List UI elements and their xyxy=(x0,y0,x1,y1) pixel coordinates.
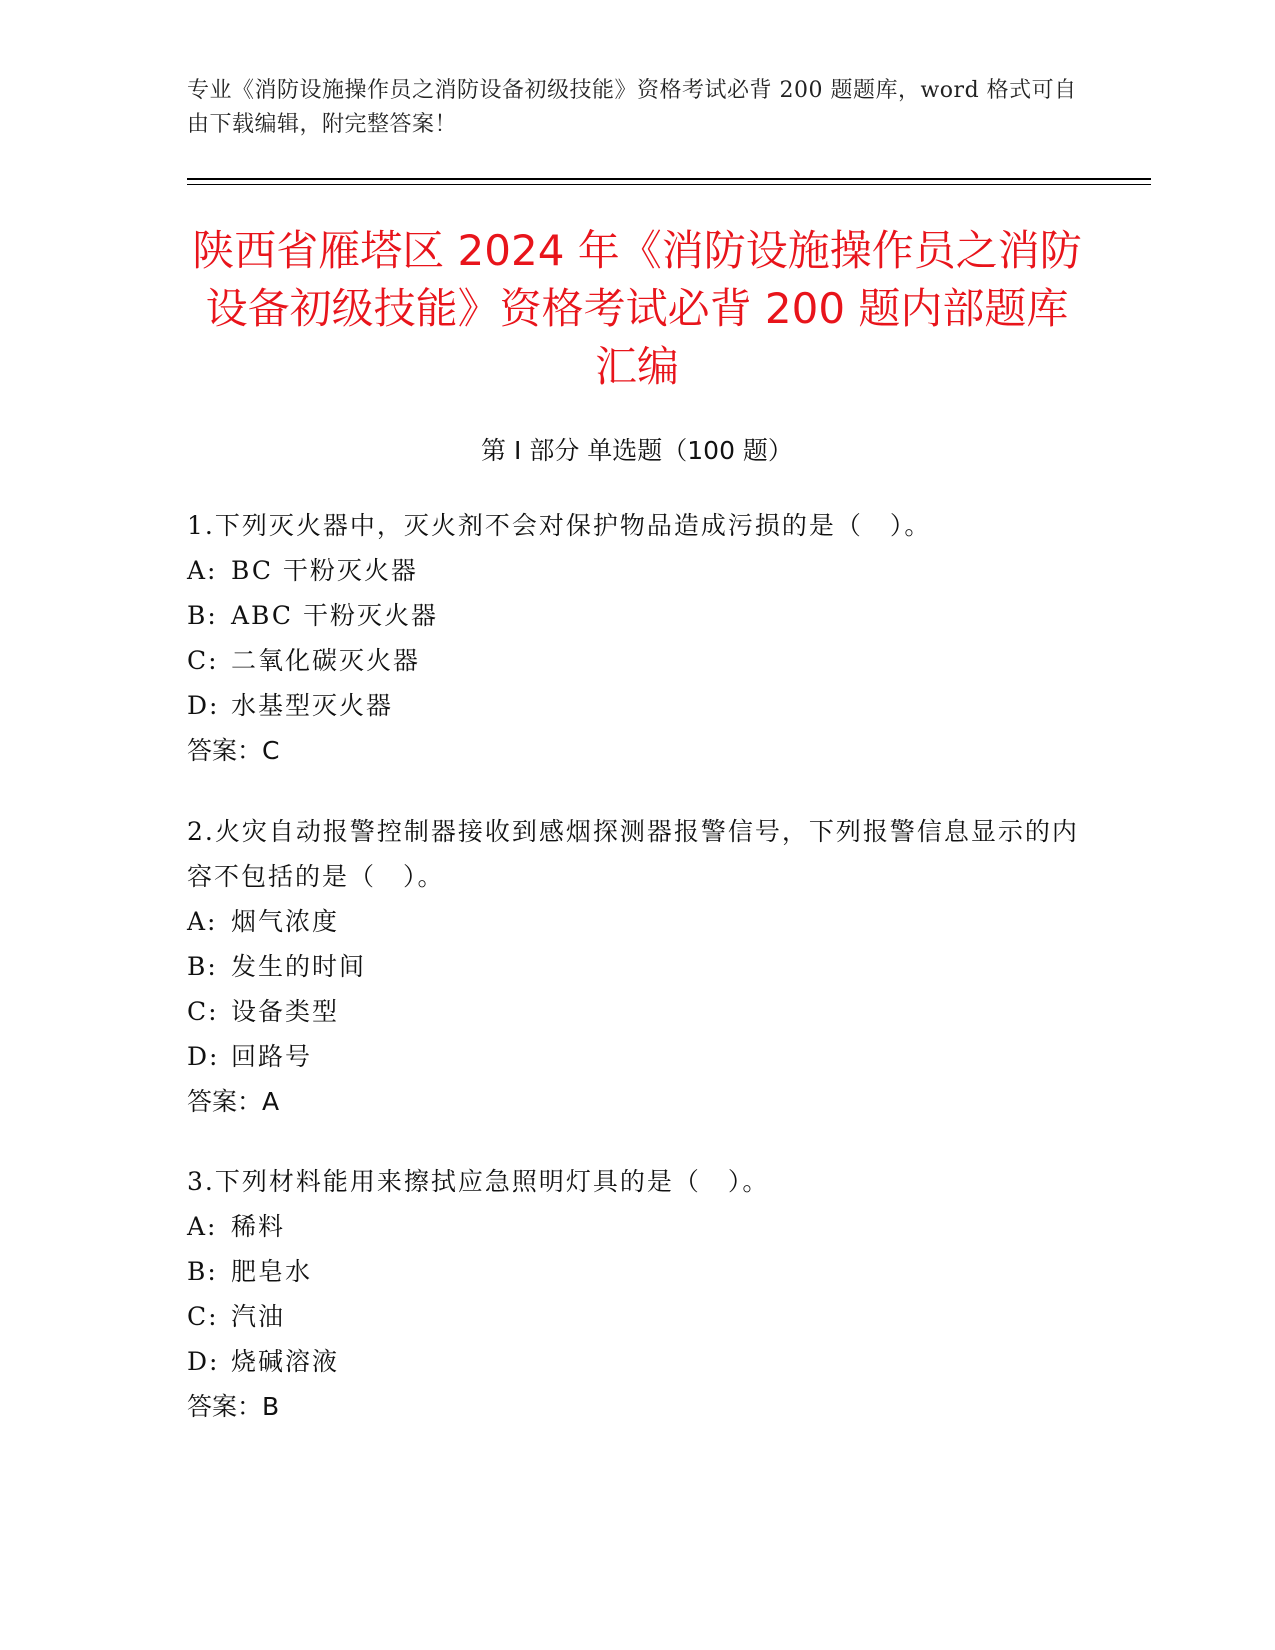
option-text: 烟气浓度 xyxy=(231,907,340,936)
option-b xyxy=(187,593,1087,638)
option-letter: D: xyxy=(187,1042,220,1071)
option-text: 二氧化碳灭火器 xyxy=(231,646,421,675)
option-letter: B: xyxy=(187,1257,218,1286)
option-d xyxy=(187,1034,1087,1079)
option-text: BC 干粉灭火器 xyxy=(231,556,418,585)
option-text: 设备类型 xyxy=(231,997,340,1026)
option-text: ABC 干粉灭火器 xyxy=(231,601,438,630)
question-2 xyxy=(187,809,1087,1124)
option-letter: C: xyxy=(187,1302,219,1331)
option-letter: D: xyxy=(187,691,220,720)
option-text: 回路号 xyxy=(231,1042,313,1071)
section-heading: 第 I 部分 单选题（100 题） xyxy=(481,436,793,465)
option-letter: A: xyxy=(187,556,218,585)
question-stem: 2.火灾自动报警控制器接收到感烟探测器报警信号，下列报警信息显示的内容不包括的是（ ）。 xyxy=(187,817,1079,891)
question-3 xyxy=(187,1159,1087,1429)
option-b xyxy=(187,1249,1087,1294)
answer: 答案：B xyxy=(187,1392,280,1421)
header-rule-thick xyxy=(187,178,1151,180)
option-a xyxy=(187,1204,1087,1249)
header-note: 专业《消防设施操作员之消防设备初级技能》资格考试必背 200 题题库，word 格式可自由下载编辑，附完整答案！ xyxy=(187,78,1077,137)
option-c xyxy=(187,638,1087,683)
answer: 答案：C xyxy=(187,736,280,765)
option-letter: A: xyxy=(187,907,218,936)
question-1 xyxy=(187,503,1087,773)
option-b xyxy=(187,944,1087,989)
option-text: 肥皂水 xyxy=(231,1257,313,1286)
option-text: 烧碱溶液 xyxy=(231,1347,340,1376)
option-c xyxy=(187,989,1087,1034)
option-d xyxy=(187,1339,1087,1384)
option-letter: B: xyxy=(187,952,218,981)
document-title: 陕西省雁塔区 2024 年《消防设施操作员之消防设备初级技能》资格考试必背 200 题内部题库汇编 xyxy=(192,226,1082,391)
header-rule-thin xyxy=(187,184,1151,185)
option-d xyxy=(187,683,1087,728)
question-stem: 3.下列材料能用来擦拭应急照明灯具的是（ ）。 xyxy=(187,1167,770,1196)
answer: 答案：A xyxy=(187,1087,280,1116)
option-letter: C: xyxy=(187,997,219,1026)
option-a xyxy=(187,899,1087,944)
option-letter: B: xyxy=(187,601,218,630)
option-a xyxy=(187,548,1087,593)
option-text: 稀料 xyxy=(231,1212,286,1241)
option-text: 发生的时间 xyxy=(231,952,367,981)
option-text: 水基型灭火器 xyxy=(231,691,394,720)
option-letter: A: xyxy=(187,1212,218,1241)
option-letter: D: xyxy=(187,1347,220,1376)
option-text: 汽油 xyxy=(231,1302,286,1331)
option-letter: C: xyxy=(187,646,219,675)
question-stem: 1.下列灭火器中，灭火剂不会对保护物品造成污损的是（ ）。 xyxy=(187,511,932,540)
option-c xyxy=(187,1294,1087,1339)
